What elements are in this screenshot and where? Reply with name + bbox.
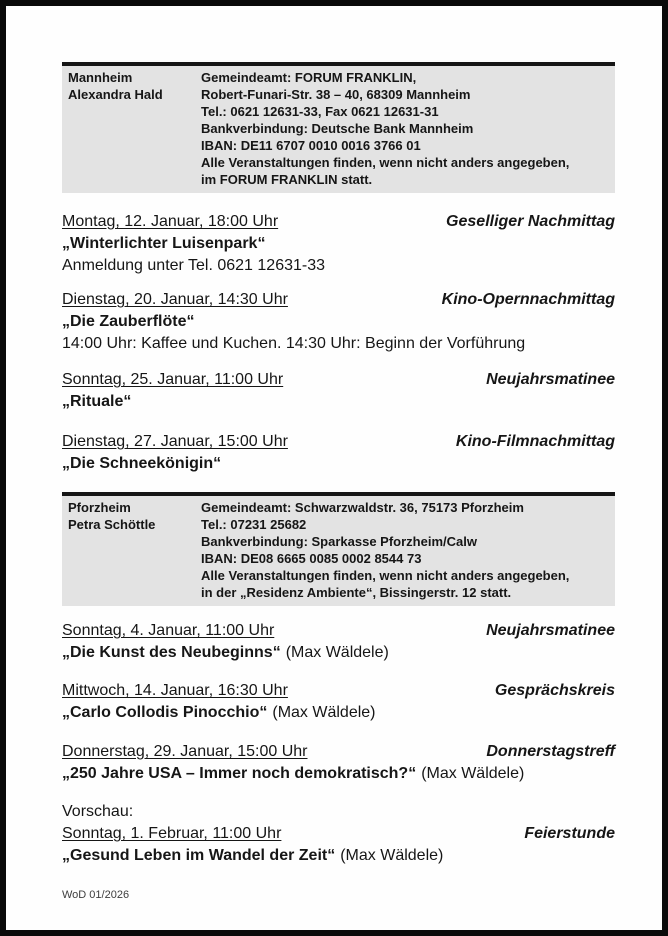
event-header [62,289,615,311]
office-details-column [201,499,609,601]
event-header [62,431,615,453]
event-category: Neujahrsmatinee [486,622,615,639]
event-block [62,680,615,724]
preview-label: Vorschau: [62,803,134,820]
office-box-pforzheim [62,492,615,606]
office-detail-line: IBAN: DE08 6665 0085 0002 8544 73 [201,551,422,566]
office-detail-line: IBAN: DE11 6707 0010 0016 3766 01 [201,138,421,153]
event-category: Gesprächskreis [494,682,615,699]
event-header [62,680,615,702]
event-block [62,741,615,785]
event-date: Dienstag, 27. Januar, 15:00 Uhr [62,433,288,450]
office-details-column [201,69,609,188]
event-title [62,702,615,724]
office-detail-line: Bankverbindung: Sparkasse Pforzheim/Calw [201,534,477,549]
event-title-text: „Gesund Leben im Wandel der Zeit“ [62,847,336,864]
event-date: Dienstag, 20. Januar, 14:30 Uhr [62,291,288,308]
event-block [62,211,615,277]
office-detail-line: im FORUM FRANKLIN statt. [201,172,373,187]
event-block [62,369,615,413]
document-content [62,62,615,901]
office-box-mannheim [62,62,615,193]
event-category: Feierstunde [524,825,615,842]
event-title: „Rituale“ [62,393,132,410]
office-box-body [62,66,615,193]
office-contact-name: Petra Schöttle [68,517,156,532]
office-detail-line: Alle Veranstaltungen finden, wenn nicht anders angegeben, [201,568,570,583]
event-header [62,369,615,391]
office-detail-line: Robert-Funari-Str. 38 – 40, 68309 Mannheim [201,87,471,102]
event-category: Kino-Filmnachmittag [455,433,615,450]
event-block [62,620,615,664]
event-title-text: „250 Jahre USA – Immer noch demokratisch?“ [62,765,417,782]
event-title [62,763,615,785]
event-block-preview [62,801,615,867]
event-date: Donnerstag, 29. Januar, 15:00 Uhr [62,743,308,760]
office-detail-line: Gemeindeamt: FORUM FRANKLIN, [201,70,417,85]
event-category: Neujahrsmatinee [486,371,615,388]
event-date: Sonntag, 1. Februar, 11:00 Uhr [62,825,282,842]
event-title: „Winterlichter Luisenpark“ [62,235,266,252]
event-block [62,431,615,475]
office-detail-line: Tel.: 07231 25682 [201,517,307,532]
event-date: Sonntag, 25. Januar, 11:00 Uhr [62,371,284,388]
office-detail-line: Gemeindeamt: Schwarzwaldstr. 36, 75173 Pforzheim [201,500,524,515]
office-detail-line: in der „Residenz Ambiente“, Bissingerstr. 12 statt. [201,585,512,600]
event-title-text: „Carlo Collodis Pinocchio“ [62,704,268,721]
event-date: Montag, 12. Januar, 18:00 Uhr [62,213,279,230]
office-city: Mannheim [68,70,133,85]
event-block [62,289,615,355]
event-category: Donnerstagstreff [486,743,615,760]
event-title [62,642,615,664]
event-title [62,845,615,867]
office-box-body [62,496,615,606]
event-speaker: (Max Wäldele) [340,847,444,864]
office-contact-column [68,69,201,188]
office-city: Pforzheim [68,500,131,515]
event-title-text: „Die Kunst des Neubeginns“ [62,644,281,661]
event-speaker: (Max Wäldele) [421,765,525,782]
footer-code: WoD 01/2026 [62,889,130,901]
event-title: „Die Schneekönigin“ [62,455,222,472]
office-detail-line: Alle Veranstaltungen finden, wenn nicht anders angegeben, [201,155,570,170]
office-contact-name: Alexandra Hald [68,87,163,102]
event-category: Kino-Opernnachmittag [441,291,615,308]
event-header [62,823,615,845]
event-category: Geselliger Nachmittag [446,213,615,230]
event-title: „Die Zauberflöte“ [62,313,195,330]
event-note: 14:00 Uhr: Kaffee und Kuchen. 14:30 Uhr: Beginn der Vorführung [62,335,526,352]
office-detail-line: Tel.: 0621 12631-33, Fax 0621 12631-31 [201,104,439,119]
event-date: Mittwoch, 14. Januar, 16:30 Uhr [62,682,288,699]
event-header [62,620,615,642]
office-detail-line: Bankverbindung: Deutsche Bank Mannheim [201,121,474,136]
office-contact-column [68,499,201,601]
event-note: Anmeldung unter Tel. 0621 12631-33 [62,257,326,274]
event-date: Sonntag, 4. Januar, 11:00 Uhr [62,622,275,639]
event-header [62,211,615,233]
event-speaker: (Max Wäldele) [285,644,389,661]
event-speaker: (Max Wäldele) [272,704,376,721]
event-header [62,741,615,763]
